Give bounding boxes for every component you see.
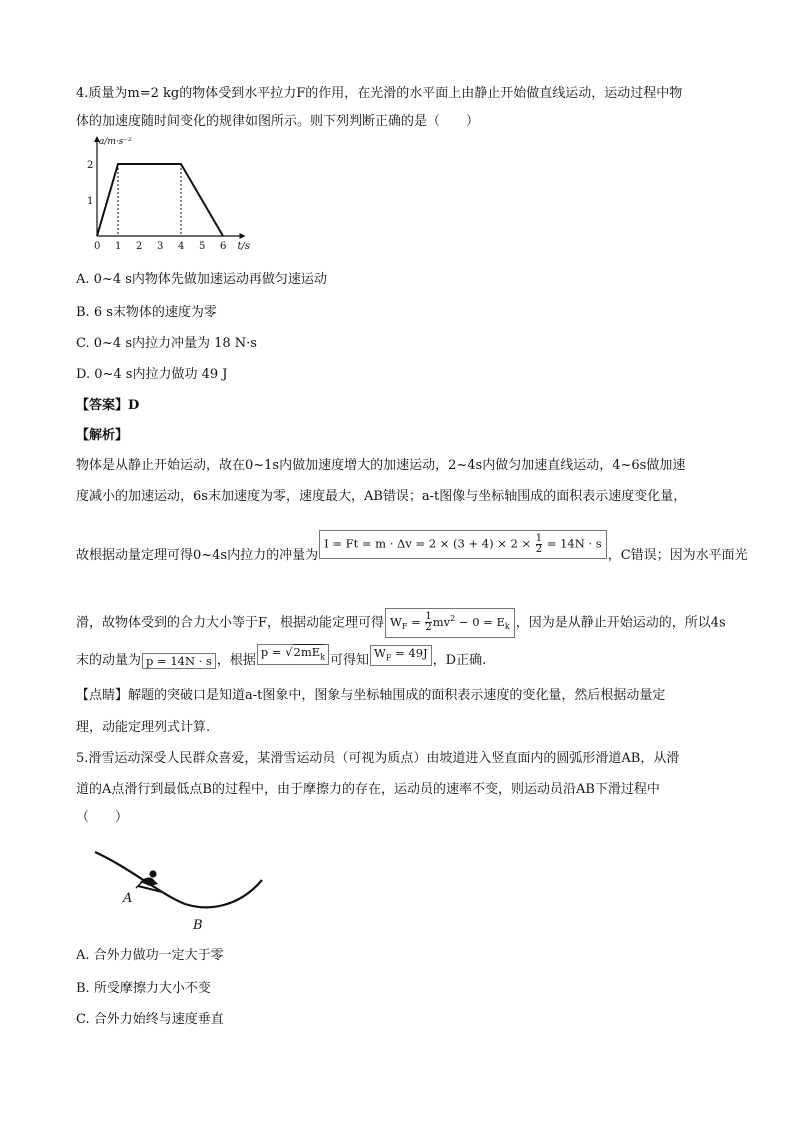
point-b-label: B xyxy=(193,918,203,933)
y-tick-label: 1 xyxy=(87,196,94,207)
x-tick-label: 4 xyxy=(178,241,185,252)
point-a-label: A xyxy=(123,891,133,906)
q4-analysis-line-5 xyxy=(76,644,487,671)
y-tick-label: 2 xyxy=(87,160,94,171)
q4-analysis-title: 【解析】 xyxy=(76,428,129,443)
q5-option-c: C. 合外力始终与速度垂直 xyxy=(76,1012,224,1027)
q5-option-b: B. 所受摩擦力大小不变 xyxy=(76,981,211,996)
q4-option-a: A. 0~4 s内物体先做加速运动再做匀速运动 xyxy=(76,272,327,287)
formula-subscript: F xyxy=(401,622,408,632)
work-result-formula xyxy=(370,645,432,666)
q4-stem-line-1: 4.质量为m=2 kg的物体受到水平拉力F的作用，在光滑的水平面上由静止开始做直线运动，运动过程中物 xyxy=(76,86,683,101)
q4-hint-line-1: 【点睛】解题的突破口是知道a-t图象中，图象与坐标轴围成的面积表示速度的变化量，然后根据动量定 xyxy=(76,688,666,703)
q4-analysis-line-3 xyxy=(76,533,748,566)
q4-analysis-line-2: 度减小的加速运动，6s末加速度为零，速度最大，AB错误；a-t图像与坐标轴围成的面积表示速度变化量， xyxy=(76,489,687,504)
ski-slope-diagram xyxy=(90,846,270,936)
acceleration-time-chart xyxy=(84,137,284,254)
fraction-numerator: 1 xyxy=(535,533,543,544)
formula-text: = 14N · s xyxy=(543,536,602,551)
formula-text: 2mE xyxy=(293,644,321,659)
q4-hint-line-2: 理，动能定理列式计算. xyxy=(76,720,211,735)
q5-stem-line-2: 道的A点滑行到最低点B的过程中，由于摩擦力的存在，运动员的速率不变，则运动员沿AB下滑过程中 xyxy=(76,782,660,797)
formula-text: = xyxy=(407,614,425,629)
x-tick-label: 6 xyxy=(220,241,227,252)
q4-option-d: D. 0~4 s内拉力做功 49 J xyxy=(76,367,228,382)
q4-stem-line-2: 体的加速度随时间变化的规律如图所示。则下列判断正确的是（ ） xyxy=(76,114,480,129)
fraction-numerator: 1 xyxy=(425,611,432,623)
q4-option-c: C. 0~4 s内拉力冲量为 18 N·s xyxy=(76,336,257,351)
analysis-text: 故根据动量定理可得0~4s内拉力的冲量为 xyxy=(76,548,319,563)
momentum-energy-formula: $p = √2mE_k$ xyxy=(257,644,329,665)
q4-answer: 【答案】D xyxy=(76,398,140,413)
formula-subscript: F xyxy=(385,653,392,663)
formula-text: W xyxy=(374,645,386,660)
formula-text: p = 14N · s xyxy=(146,653,212,668)
x-tick-label: 3 xyxy=(157,241,164,252)
acceleration-series-line xyxy=(97,164,223,236)
analysis-text: 末的动量为 xyxy=(76,653,142,668)
y-axis-label: a/m·s⁻² xyxy=(99,137,132,147)
formula-text: I = Ft = m · Δv = 2 × (3 + 4) × 2 × xyxy=(324,536,535,551)
analysis-text: 滑，故物体受到的合力大小等于F，根据动能定理可得 xyxy=(76,615,385,631)
work-energy-formula xyxy=(385,608,515,638)
q5-option-a: A. 合外力做功一定大于零 xyxy=(76,948,224,963)
arc-track xyxy=(95,852,262,907)
impulse-formula xyxy=(319,530,607,559)
x-axis-arrow xyxy=(240,233,246,239)
analysis-text: ，D正确. xyxy=(432,653,487,668)
analysis-text: 可得知 xyxy=(330,653,370,668)
q4-analysis-line-4 xyxy=(76,608,726,638)
analysis-text: ，因为是从静止开始运动的，所以4s xyxy=(515,615,726,631)
x-axis-label: t/s xyxy=(237,241,251,252)
formula-text: mv xyxy=(432,614,451,629)
x-tick-label: 1 xyxy=(115,241,122,252)
formula-subscript: k xyxy=(504,622,510,632)
x-tick-label: 2 xyxy=(136,241,143,252)
x-tick-label: 0 xyxy=(94,241,101,252)
formula-text: − 0 = E xyxy=(455,614,505,629)
analysis-text: ，C错误；因为水平面光 xyxy=(607,548,748,563)
momentum-formula xyxy=(142,653,216,669)
formula-text: p = xyxy=(260,644,286,659)
fraction xyxy=(536,534,542,555)
q5-stem-line-1: 5.滑雪运动深受人民群众喜爱，某滑雪运动员（可视为质点）由坡道进入竖直面内的圆弧形滑道AB，从滑 xyxy=(76,751,680,766)
fraction xyxy=(425,612,431,633)
q5-stem-line-3: （ ） xyxy=(76,810,129,825)
q4-option-b: B. 6 s末物体的速度为零 xyxy=(76,305,217,320)
formula-text: = 49J xyxy=(391,645,428,660)
analysis-text: ，根据 xyxy=(216,653,256,668)
fraction-denominator: 2 xyxy=(535,544,543,555)
formula-text: W xyxy=(390,614,402,629)
formula-subscript: k xyxy=(320,652,326,662)
fraction-denominator: 2 xyxy=(425,622,432,634)
formula-superscript: 2 xyxy=(450,614,456,623)
x-tick-label: 5 xyxy=(199,241,206,252)
q4-analysis-line-1: 物体是从静止开始运动，故在0~1s内做加速度增大的加速运动，2~4s内做匀加速直线运动，4~6s做加速 xyxy=(76,458,686,473)
